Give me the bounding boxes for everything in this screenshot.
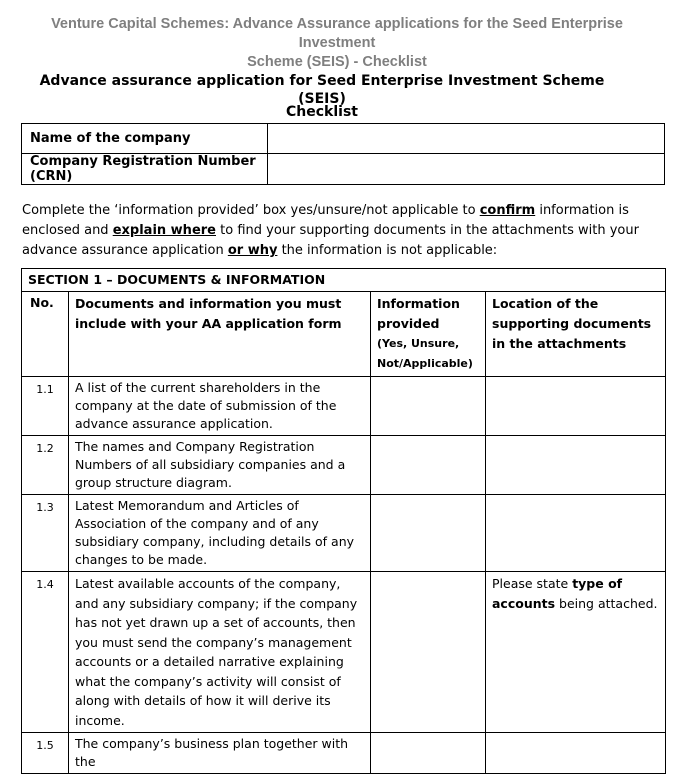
row-document-text: The company’s business plan together with the [69, 733, 371, 774]
info-provided-cell[interactable] [371, 495, 486, 572]
col-header-no: No. [22, 292, 69, 377]
row-number: 1.1 [22, 377, 69, 436]
instructions-part-2: information is enclosed and [22, 203, 629, 238]
location-cell[interactable] [486, 377, 666, 436]
crn-row [22, 154, 665, 185]
location-cell[interactable] [486, 495, 666, 572]
col-header-info-provided [371, 292, 486, 377]
row-number: 1.5 [22, 733, 69, 774]
company-details-table [21, 123, 665, 185]
instructions-part-3: to find your supporting documents in the attachments with your advance assurance application [22, 223, 639, 258]
explain-where-emphasis: explain where [112, 223, 216, 238]
location-cell[interactable] [486, 572, 666, 733]
row-number: 1.3 [22, 495, 69, 572]
confirm-emphasis: confirm [479, 203, 536, 218]
row-number: 1.4 [22, 572, 69, 733]
section-title-row [22, 269, 666, 292]
company-name-field[interactable] [268, 124, 665, 154]
location-note-pre: Please state [492, 576, 573, 591]
company-name-label: Name of the company [22, 124, 268, 154]
location-note-post: being attached. [555, 595, 658, 611]
row-number: 1.2 [22, 436, 69, 495]
header-title-line-1: Venture Capital Schemes: Advance Assurance applications for the Seed Enterprise Investment [51, 16, 623, 51]
instructions-part-4: the information is not applicable: [277, 243, 498, 258]
info-provided-cell[interactable] [371, 572, 486, 733]
row-document-text: Latest available accounts of the company, and any subsidiary company; if the company has not yet drawn up a set of accounts, then you must send the company’s management accounts or a detailed narrative explaining what the company’s activity will consist of along with details of how it will derive its income. [69, 572, 371, 733]
col-header-info-provided-sub: (Yes, Unsure, Not/Applicable) [377, 337, 473, 370]
info-provided-cell[interactable] [371, 436, 486, 495]
row-document-text: The names and Company Registration Numbers of all subsidiary companies and a group structure diagram. [69, 436, 371, 495]
table-row [22, 572, 666, 733]
main-title: Advance assurance application for Seed Enterprise Investment Scheme (SEIS) [39, 73, 605, 107]
document-header [22, 15, 652, 72]
checklist-table [21, 268, 666, 774]
col-header-documents: Documents and information you must include with your AA application form [69, 292, 371, 377]
table-row [22, 377, 666, 436]
location-note-bold: type of accounts [492, 576, 623, 611]
company-name-row [22, 124, 665, 154]
crn-field[interactable] [268, 154, 665, 185]
col-header-location: Location of the supporting documents in the attachments [486, 292, 666, 377]
header-title-line-2: Scheme (SEIS) - Checklist [247, 54, 427, 70]
or-why-emphasis: or why [227, 243, 278, 258]
section-title: SECTION 1 – DOCUMENTS & INFORMATION [22, 269, 666, 292]
checklist-label: Checklist [286, 104, 358, 120]
instructions-part-1: Complete the ‘information provided’ box yes/unsure/not applicable to [22, 203, 480, 218]
location-cell[interactable] [486, 733, 666, 774]
table-row [22, 436, 666, 495]
info-provided-cell[interactable] [371, 733, 486, 774]
crn-label: Company Registration Number (CRN) [22, 154, 268, 185]
row-document-text: A list of the current shareholders in the company at the date of submission of the advance assurance application. [69, 377, 371, 436]
instructions-paragraph [22, 201, 662, 261]
col-header-info-provided-label: Information provided [377, 296, 460, 331]
info-provided-cell[interactable] [371, 377, 486, 436]
table-row [22, 495, 666, 572]
table-row [22, 733, 666, 774]
column-header-row [22, 292, 666, 377]
row-document-text: Latest Memorandum and Articles of Association of the company and of any subsidiary company, including details of any changes to be made. [69, 495, 371, 572]
location-cell[interactable] [486, 436, 666, 495]
